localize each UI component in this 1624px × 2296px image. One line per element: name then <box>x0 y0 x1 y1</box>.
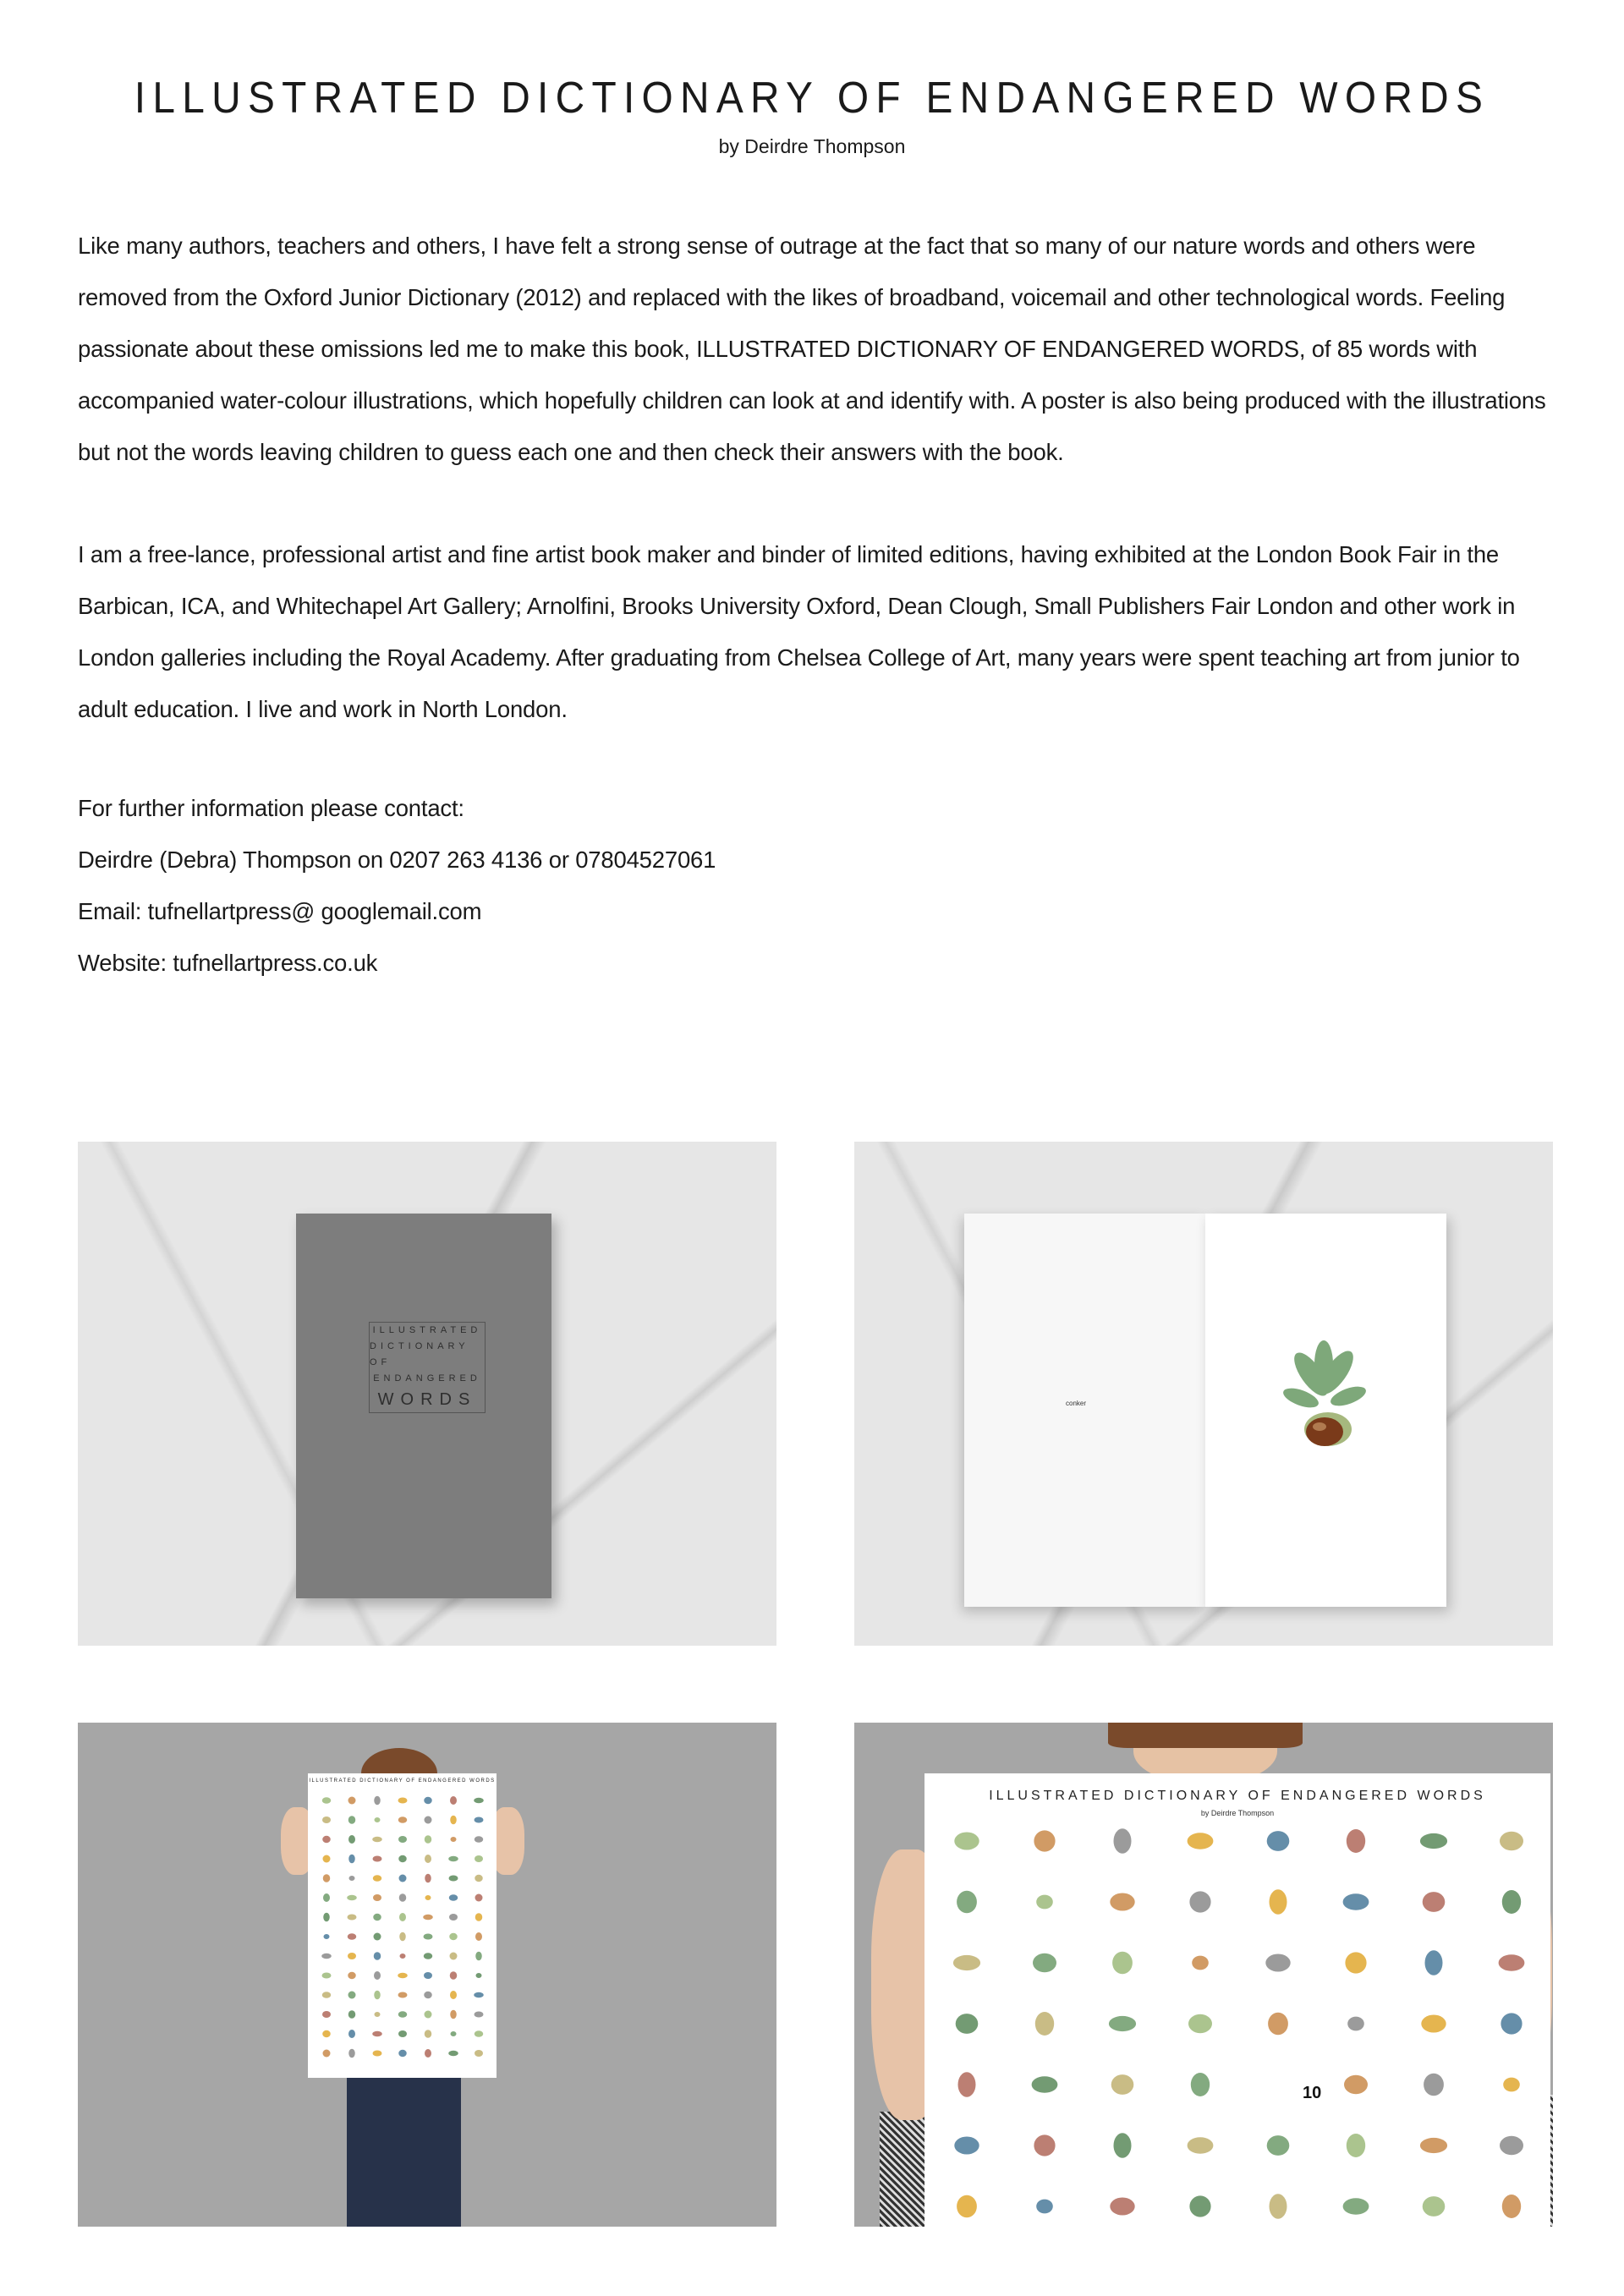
open-book <box>956 1214 1455 1607</box>
poster-illustration <box>322 1973 332 1979</box>
poster-illustration <box>425 1855 431 1863</box>
poster-illustration <box>348 1972 356 1980</box>
poster-large-title: ILLUSTRATED DICTIONARY OF ENDANGERED WORDS <box>989 1789 1486 1803</box>
poster-illustration <box>450 1971 458 1980</box>
poster-illustration <box>373 1856 382 1862</box>
poster-illustration <box>450 1796 457 1805</box>
poster-illustration <box>1112 1952 1133 1975</box>
poster-illustration <box>374 1796 381 1806</box>
poster-illustration <box>374 1933 381 1941</box>
poster-illustration <box>348 2010 356 2019</box>
poster-illustration <box>475 1817 484 1823</box>
poster-illustration <box>348 1835 355 1844</box>
poster-illustration <box>398 1973 408 1979</box>
poster-large-byline: by Deirdre Thompson <box>1200 1809 1275 1817</box>
poster-illustration <box>373 1894 381 1901</box>
poster-illustration <box>348 1816 356 1824</box>
poster-illustration <box>1036 1895 1053 1910</box>
person-jeans <box>347 2078 461 2227</box>
poster-illustration <box>448 1856 458 1862</box>
poster-illustration <box>1189 1891 1210 1912</box>
poster-illustration <box>322 2030 331 2038</box>
poster-illustration <box>1345 1952 1366 1973</box>
dictionary-word: conker <box>1066 1400 1087 1407</box>
poster-illustration <box>1188 2137 1214 2154</box>
poster-illustration <box>1265 1954 1290 1972</box>
contact-intro: For further information please contact: <box>78 795 464 821</box>
poster-illustration <box>1344 2075 1368 2094</box>
years-badge: 10 <box>1303 2084 1322 2102</box>
poster-illustration <box>1267 1831 1290 1851</box>
poster-illustration <box>954 2137 979 2155</box>
poster-illustration <box>449 1876 458 1882</box>
poster-illustration <box>1423 2196 1446 2217</box>
poster-illustration <box>1188 2014 1212 2033</box>
contact-block <box>78 782 1566 989</box>
poster-illustration <box>1268 2013 1288 2036</box>
poster-illustration <box>1109 2016 1136 2031</box>
poster-illustration <box>1111 2074 1134 2095</box>
photo-open-book <box>854 1142 1553 1646</box>
poster-illustration <box>348 1992 356 1999</box>
poster-illustration <box>423 1915 433 1921</box>
poster-illustration <box>348 2049 355 2058</box>
poster-illustration <box>1500 2136 1523 2155</box>
poster-illustration <box>1420 1833 1447 1849</box>
poster-illustration <box>1347 2017 1364 2031</box>
contact-email: Email: tufnellartpress@ googlemail.com <box>78 898 482 924</box>
poster-illustration <box>348 1855 355 1864</box>
poster-illustration <box>1267 2135 1290 2156</box>
poster-illustration <box>323 1913 330 1922</box>
photo-book-cover <box>78 1142 776 1646</box>
conker-illustration <box>1277 1340 1370 1467</box>
poster-illustration <box>475 1952 482 1961</box>
poster-illustration <box>958 2072 976 2096</box>
poster-illustration <box>400 1954 406 1959</box>
poster-illustration <box>1423 1892 1446 1912</box>
poster-illustration <box>424 1934 433 1940</box>
poster-illustration <box>322 1836 331 1844</box>
poster-illustration <box>323 1855 331 1863</box>
poster-illustration <box>1189 2195 1210 2217</box>
poster-illustration <box>348 1797 356 1805</box>
photo-poster-closeup <box>854 1723 1553 2227</box>
poster-illustration <box>475 1932 482 1941</box>
poster-illustration <box>1110 1893 1134 1911</box>
poster-small-illustrations <box>308 1790 497 2069</box>
poster-illustration <box>323 1893 330 1902</box>
poster-illustration <box>1501 2013 1522 2034</box>
poster-illustration <box>398 1992 408 1998</box>
poster-illustration <box>449 1894 458 1901</box>
book-cover-line1: ILLUSTRATED <box>372 1325 482 1335</box>
contact-website: Website: tufnellartpress.co.uk <box>78 950 378 976</box>
poster-illustration <box>1035 2012 1054 2036</box>
poster-illustration <box>1110 2198 1134 2216</box>
book-cover-line4: WORDS <box>377 1390 477 1409</box>
poster-illustration <box>374 1971 381 1980</box>
book-cover-line2: DICTIONARY OF <box>370 1341 469 1367</box>
poster-illustration <box>425 1874 431 1883</box>
poster-illustration <box>349 1876 355 1881</box>
poster-illustration <box>450 1991 457 1999</box>
poster-illustration <box>1421 2015 1446 2033</box>
poster-illustration <box>1270 2194 1287 2218</box>
poster-illustration <box>1033 1954 1056 1972</box>
photo-poster-held <box>78 1723 776 2227</box>
poster-illustration <box>450 1816 457 1825</box>
poster-illustration <box>957 1891 977 1914</box>
poster-illustration <box>449 1933 458 1941</box>
poster-illustration <box>425 2011 432 2019</box>
poster-illustration <box>448 2051 458 2057</box>
poster-illustration <box>475 1894 483 1902</box>
poster-illustration <box>424 1972 432 1979</box>
poster-illustration <box>398 2011 408 2018</box>
poster-illustration <box>322 1992 332 1998</box>
bio-paragraph: I am a free-lance, professional artist and fine artist book maker and binder of limited editions, having exhibited at the London Book Fair in the Barbican, ICA, and Whitechapel Art Gallery; Arnolfini, Brooks University Oxford, Dean Clough, Small Publishers Fair London and other work in London galleries including the Royal Academy. After graduating from Chelsea College of Art, many years were spent teaching art from junior to adult education. I live and work in North London. <box>78 541 1520 722</box>
poster-illustration <box>1503 2078 1520 2092</box>
poster-large-illustrations <box>924 1824 1550 2227</box>
poster-illustration <box>425 1895 431 1900</box>
poster-illustration <box>475 1836 484 1843</box>
poster-illustration <box>1499 1954 1525 1971</box>
poster-illustration <box>449 1914 458 1921</box>
book-cover-label <box>369 1322 486 1413</box>
person-hair <box>1108 1723 1303 1748</box>
poster-illustration <box>956 2014 979 2034</box>
poster-illustration <box>399 1893 407 1902</box>
poster-illustration <box>1114 1828 1132 1853</box>
poster-illustration <box>398 2050 407 2058</box>
poster-illustration <box>321 1954 332 1959</box>
poster-illustration <box>425 2049 431 2058</box>
poster-illustration <box>424 1953 433 1959</box>
poster-illustration <box>1192 1956 1209 1970</box>
poster-illustration <box>324 1934 330 1939</box>
poster-illustration <box>475 2012 484 2018</box>
poster-illustration <box>1034 1830 1055 1851</box>
poster-illustration <box>322 2011 331 2018</box>
author-byline: by Deirdre Thompson <box>718 135 906 157</box>
poster-large <box>924 1773 1550 2227</box>
poster-illustration <box>1343 2198 1369 2215</box>
poster-illustration <box>1424 2074 1444 2096</box>
poster-illustration <box>475 1875 483 1882</box>
poster-illustration <box>399 1932 406 1942</box>
poster-illustration <box>1032 2076 1058 2093</box>
poster-illustration <box>1347 1829 1365 1853</box>
poster-illustration <box>348 1953 356 1959</box>
poster-illustration <box>398 1836 407 1843</box>
poster-illustration <box>1500 1832 1523 1850</box>
poster-illustration <box>399 1913 406 1921</box>
poster-illustration <box>399 1875 407 1882</box>
contact-phone: Deirdre (Debra) Thompson on 0207 263 4136 or 07804527061 <box>78 847 716 873</box>
poster-illustration <box>425 1817 432 1824</box>
poster-illustration <box>373 1875 382 1882</box>
poster-illustration <box>1502 2195 1521 2218</box>
poster-illustration <box>398 1817 408 1823</box>
book-cover-line3: ENDANGERED <box>373 1373 481 1384</box>
page-title: ILLUSTRATED DICTIONARY OF ENDANGERED WORDS <box>134 74 1490 123</box>
poster-illustration <box>372 1837 382 1843</box>
poster-illustration <box>451 2031 457 2036</box>
poster-illustration <box>348 2030 355 2038</box>
poster-illustration <box>373 2051 382 2057</box>
poster-illustration <box>475 1855 483 1862</box>
poster-illustration <box>1347 2134 1365 2157</box>
poster-illustration <box>323 2050 331 2058</box>
poster-illustration <box>322 1797 332 1804</box>
poster-illustration <box>424 1992 432 1999</box>
poster-illustration <box>374 1991 381 2000</box>
person-left-sleeve <box>880 2112 930 2227</box>
poster-illustration <box>475 1913 483 1921</box>
poster-illustration <box>375 2012 381 2017</box>
poster-illustration <box>372 2031 382 2037</box>
poster-illustration <box>475 2030 484 2037</box>
poster-illustration <box>451 1837 457 1842</box>
poster-illustration <box>348 1915 357 1921</box>
poster-illustration <box>450 2010 457 2019</box>
poster-illustration <box>1425 1950 1443 1975</box>
poster-illustration <box>373 1914 381 1921</box>
poster-illustration <box>398 1798 408 1804</box>
poster-illustration <box>424 1797 432 1805</box>
poster-illustration <box>425 2030 432 2038</box>
poster-illustration <box>957 2195 977 2218</box>
poster-illustration <box>425 1835 432 1844</box>
poster-illustration <box>375 1817 381 1822</box>
poster-illustration <box>1502 1890 1521 1914</box>
poster-illustration <box>476 1973 482 1978</box>
poster-illustration <box>374 1952 381 1960</box>
poster-illustration <box>1343 1893 1369 1910</box>
poster-illustration <box>323 1874 331 1882</box>
poster-illustration <box>1036 2200 1053 2214</box>
poster-illustration <box>347 1895 357 1901</box>
poster-illustration <box>398 2030 407 2037</box>
poster-small <box>308 1773 497 2078</box>
poster-illustration <box>322 1817 331 1823</box>
poster-illustration <box>1270 1889 1287 1914</box>
intro-paragraph: Like many authors, teachers and others, I have felt a strong sense of outrage at the fact that so many of our nature words and others were removed from the Oxford Junior Dictionary (2012) and replaced with the likes of broadband, voicemail and other technological words. Feeling passionate about these omissions led me to make this book, ILLUSTRATED DICTIONARY OF ENDANGERED WORDS, of 85 words with accompanied water-colour illustrations, which hopefully children can look at and identify with. A poster is also being produced with the illustrations but not the words leaving children to guess each one and then check their answers with the book. <box>78 233 1546 465</box>
poster-illustration <box>1188 1833 1214 1849</box>
poster-illustration <box>953 1955 980 1970</box>
open-book-right-page <box>1205 1214 1446 1607</box>
poster-illustration <box>450 1953 458 1960</box>
poster-illustration <box>475 2050 483 2057</box>
poster-illustration <box>1114 2133 1132 2157</box>
poster-small-title: ILLUSTRATED DICTIONARY OF ENDANGERED WORDS <box>309 1778 496 1784</box>
poster-illustration <box>474 1798 484 1804</box>
poster-illustration <box>954 1833 979 1850</box>
poster-illustration <box>1034 2134 1055 2156</box>
poster-illustration <box>398 1855 407 1863</box>
poster-illustration <box>1420 2138 1447 2153</box>
poster-illustration <box>1191 2073 1210 2096</box>
poster-illustration <box>474 1992 484 1998</box>
open-book-left-page <box>964 1214 1205 1607</box>
book-cover <box>296 1214 551 1598</box>
poster-illustration <box>348 1933 357 1940</box>
